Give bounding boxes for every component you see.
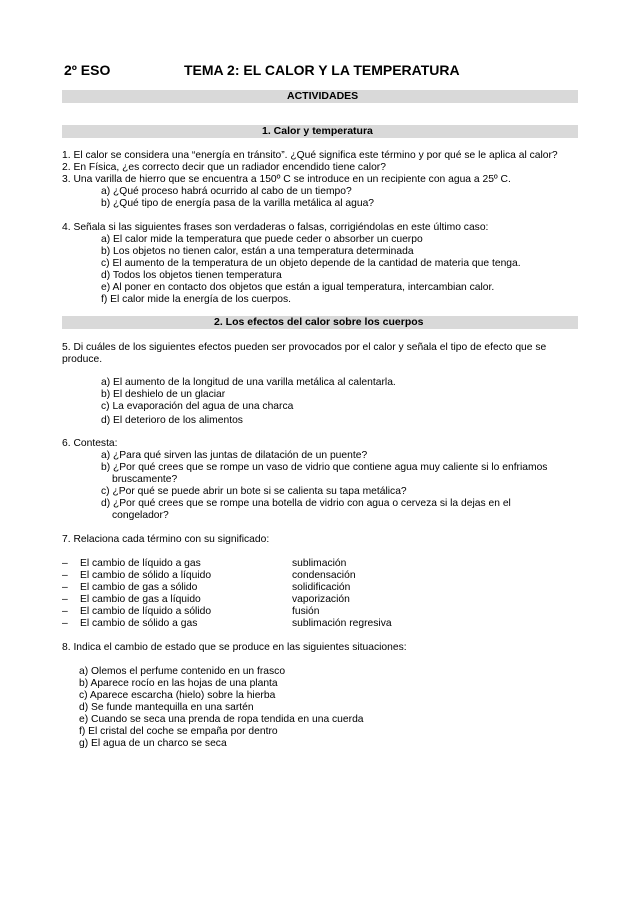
activities-band (62, 90, 578, 103)
term-left: El cambio de líquido a gas (80, 558, 201, 569)
term-right: solidificación (292, 582, 351, 593)
question-1: 1. El calor se considera una “energía en tránsito”. ¿Qué significa este término y por qué se le aplica al calor? (62, 150, 558, 161)
dash-marker: – (62, 558, 68, 569)
question-5-item: c) La evaporación del agua de una charca (101, 401, 294, 412)
term-right: sublimación (292, 558, 347, 569)
question-8-item: d) Se funde mantequilla en una sartén (79, 702, 254, 713)
term-left: El cambio de gas a líquido (80, 594, 201, 605)
question-3-item: b) ¿Qué tipo de energía pasa de la varilla metálica al agua? (101, 198, 375, 209)
question-3: 3. Una varilla de hierro que se encuentra a 150º C se introduce en un recipiente con agua a 25º C. (62, 174, 511, 185)
question-5-item: b) El deshielo de un glaciar (101, 389, 226, 400)
question-8-item: e) Cuando se seca una prenda de ropa tendida en una cuerda (79, 714, 364, 725)
question-5: 5. Di cuáles de los siguientes efectos pueden ser provocados por el calor y señala el tipo de efecto que se (62, 342, 547, 353)
section1-band (62, 125, 578, 138)
question-4-item: c) El aumento de la temperatura de un objeto depende de la cantidad de materia que tenga. (101, 258, 521, 269)
section2-band (62, 316, 578, 329)
section2-title: 2. Los efectos del calor sobre los cuerpos (214, 316, 424, 328)
dash-marker: – (62, 582, 68, 593)
question-4-item: e) Al poner en contacto dos objetos que están a igual temperatura, intercambian calor. (101, 282, 495, 293)
question-7: 7. Relaciona cada término con su significado: (62, 534, 270, 545)
dash-marker: – (62, 594, 68, 605)
question-2: 2. En Física, ¿es correcto decir que un radiador encendido tiene calor? (62, 162, 386, 173)
question-4-item: d) Todos los objetos tienen temperatura (101, 270, 282, 281)
question-8-item: f) El cristal del coche se empaña por dentro (79, 726, 278, 737)
term-left: El cambio de sólido a líquido (80, 570, 212, 581)
question-6-item: b) ¿Por qué crees que se rompe un vaso de vidrio que contiene agua muy caliente si lo enfriamos (101, 462, 548, 473)
term-right: fusión (292, 606, 320, 617)
question-8: 8. Indica el cambio de estado que se produce en las siguientes situaciones: (62, 642, 407, 653)
question-4-item: b) Los objetos no tienen calor, están a una temperatura determinada (101, 246, 414, 257)
question-6-item: c) ¿Por qué se puede abrir un bote si se calienta su tapa metálica? (101, 486, 407, 497)
term-left: El cambio de gas a sólido (80, 582, 198, 593)
term-right: sublimación regresiva (292, 618, 392, 629)
question-6-item: d) ¿Por qué crees que se rompe una botella de vidrio con agua o cerveza si la dejas en el (101, 498, 511, 509)
question-5-cont: produce. (62, 354, 103, 365)
page-title: TEMA 2: EL CALOR Y LA TEMPERATURA (184, 62, 460, 78)
section1-title: 1. Calor y temperatura (262, 125, 373, 137)
term-right: condensación (292, 570, 356, 581)
question-8-item: a) Olemos el perfume contenido en un frasco (79, 666, 286, 677)
question-8-item: b) Aparece rocío en las hojas de una planta (79, 678, 278, 689)
dash-marker: – (62, 618, 68, 629)
question-5-item: d) El deterioro de los alimentos (101, 415, 243, 426)
question-6-item-cont: bruscamente? (112, 474, 178, 485)
term-right: vaporización (292, 594, 350, 605)
dash-marker: – (62, 606, 68, 617)
question-8-item: c) Aparece escarcha (hielo) sobre la hierba (79, 690, 276, 701)
question-4: 4. Señala si las siguientes frases son verdaderas o falsas, corrigiéndolas en este último caso: (62, 222, 489, 233)
course-level: 2º ESO (64, 62, 111, 78)
activities-label: ACTIVIDADES (287, 90, 359, 102)
question-8-item: g) El agua de un charco se seca (79, 738, 227, 749)
question-4-item: a) El calor mide la temperatura que puede ceder o absorber un cuerpo (101, 234, 423, 245)
question-6: 6. Contesta: (62, 438, 118, 449)
question-3-item: a) ¿Qué proceso habrá ocurrido al cabo de un tiempo? (101, 186, 352, 197)
question-4-item: f) El calor mide la energía de los cuerpos. (101, 294, 292, 305)
term-left: El cambio de sólido a gas (80, 618, 198, 629)
term-left: El cambio de líquido a sólido (80, 606, 212, 617)
question-6-item-cont: congelador? (112, 510, 169, 521)
question-6-item: a) ¿Para qué sirven las juntas de dilatación de un puente? (101, 450, 368, 461)
question-5-item: a) El aumento de la longitud de una varilla metálica al calentarla. (101, 377, 396, 388)
dash-marker: – (62, 570, 68, 581)
